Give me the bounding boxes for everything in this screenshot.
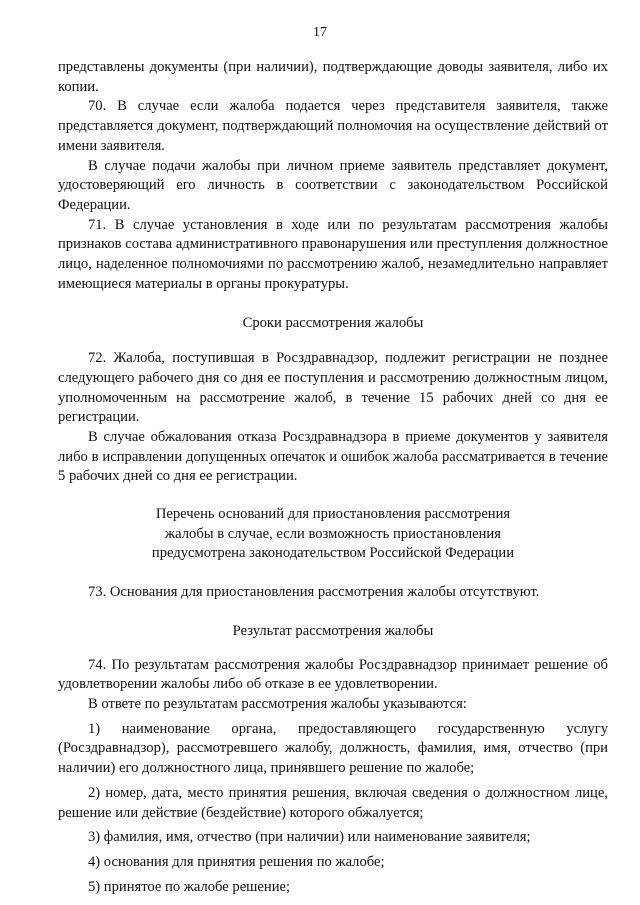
- page-number: 17: [313, 25, 327, 40]
- section-heading-review-result: Результат рассмотрения жалобы: [232, 622, 434, 639]
- heading-line: жалобы в случае, если возможность приостановления: [165, 525, 501, 542]
- list-item-3: 3) фамилия, имя, отчество (при наличии) или наименование заявителя;: [88, 829, 531, 846]
- paragraph-74-response-contents: В ответе по результатам рассмотрения жалобы указываются:: [88, 695, 467, 712]
- section-heading-review-terms: Сроки рассмотрения жалобы: [242, 315, 424, 332]
- paragraph-70-personal-reception: В случае подачи жалобы при личном приеме заявитель представляет документ, удостоверяющий его личность в соответствии с законодательством Российской Федерации.: [58, 157, 608, 213]
- heading-line: Перечень оснований для приостановления рассмотрения: [155, 506, 511, 523]
- paragraph-70: 70. В случае если жалоба подается через представителя заявителя, также представляется документ, подтверждающий полномочия на осуществление действий от имени заявителя.: [58, 98, 608, 154]
- section-heading-suspension-grounds: [58, 505, 608, 564]
- paragraph-72-refusal-appeal: В случае обжалования отказа Росздравнадзора в приеме документов у заявителя либо в исправлении допущенных опечаток и ошибок жалоба рассматривается в течение 5 рабочих дней со дня ее регистрации.: [58, 428, 608, 485]
- paragraph-continuation: представлены документы (при наличии), подтверждающие доводы заявителя, либо их копии.: [58, 59, 608, 95]
- list-item-4: 4) основания для принятия решения по жалобе;: [88, 853, 385, 870]
- paragraph-71: 71. В случае установления в ходе или по результатам рассмотрения жалобы признаков состава административного правонарушения или преступления должностное лицо, наделенное полномочиями по рассмотрению жалоб, незамедлительно направляет имеющиеся материалы в органы прокуратуры.: [58, 216, 608, 292]
- document-body: [58, 58, 608, 897]
- list-item-5: 5) принятое по жалобе решение;: [88, 878, 291, 895]
- heading-line: предусмотрена законодательством Российской Федерации: [151, 545, 515, 562]
- paragraph-73: 73. Основания для приостановления рассмотрения жалобы отсутствуют.: [88, 584, 540, 601]
- paragraph-72: 72. Жалоба, поступившая в Росздравнадзор, подлежит регистрации не позднее следующего рабочего дня со дня ее поступления и рассмотрению должностным лицом, уполномоченным на рассмотрение жалоб, в течение 15 рабочих дней со дня ее регистрации.: [58, 350, 608, 426]
- paragraph-74: 74. По результатам рассмотрения жалобы Росздравнадзор принимает решение об удовлетворении жалобы либо об отказе в ее удовлетворении.: [58, 656, 608, 693]
- list-item-2: 2) номер, дата, место принятия решения, включая сведения о должностном лице, решение или действие (бездействие) которого обжалуется;: [58, 784, 608, 821]
- list-item-1: 1) наименование органа, предоставляющего государственную услугу (Росздравнадзор), рассмотревшего жалобу, должность, фамилия, имя, отчество (при наличии) его должностного лица, принявшего решение по жалобе;: [58, 720, 608, 777]
